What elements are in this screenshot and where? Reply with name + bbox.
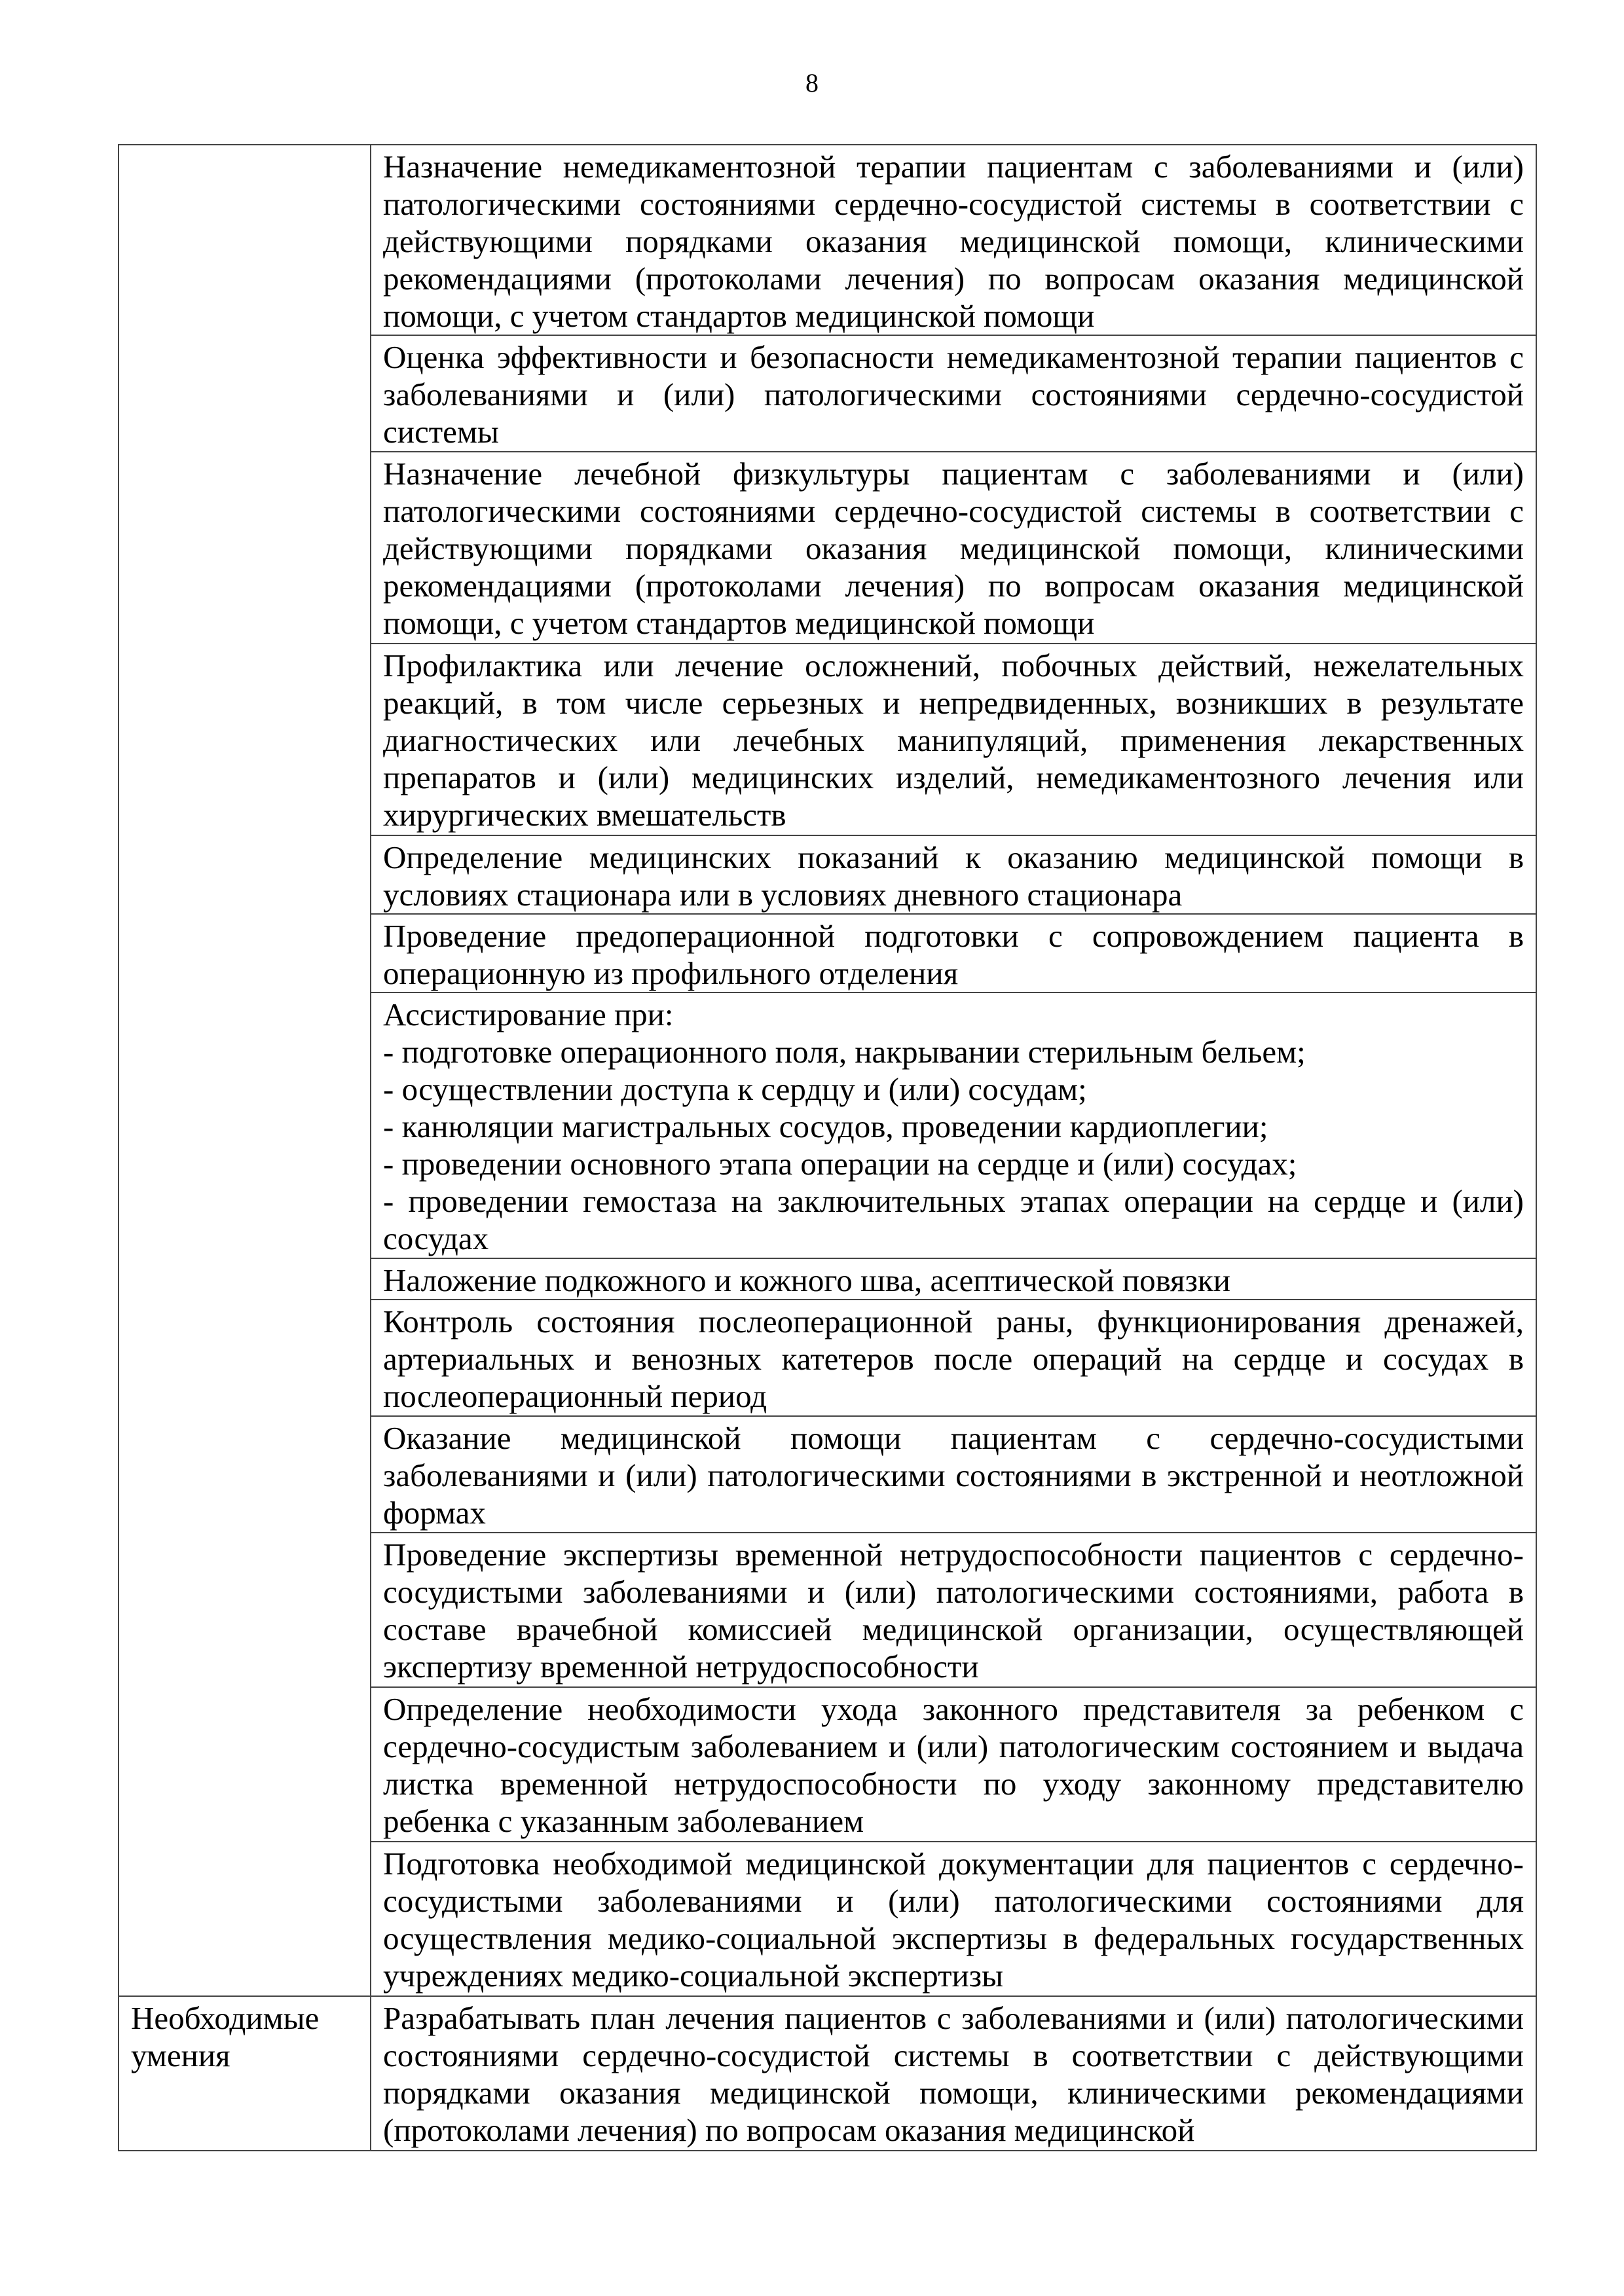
assist-item: - проведении основного этапа операции на сердце и (или) сосудах; (383, 1146, 1297, 1182)
table-row (119, 145, 1536, 335)
table-cell: Назначение лечебной физкультуры пациентам с заболеваниями и (или) патологическими состояниями сердечно-сосудистой системы в соответствии с действующими порядками оказания медицинской помощи, клиническими рекомендациями (протоколами лечения) по вопросам оказания медицинской помощи, с учетом стандартов медицинской помощи (371, 452, 1536, 644)
section-label-cell-empty (119, 145, 371, 1996)
table-cell: Контроль состояния послеоперационной раны, функционирования дренажей, артериальных и венозных катетеров после операций на сердце и сосудах в послеоперационный период (371, 1300, 1536, 1416)
table-row (119, 1996, 1536, 2151)
assist-heading: Ассистирование при: (383, 996, 674, 1032)
table-cell: Проведение экспертизы временной нетрудоспособности пациентов с сердечно-сосудистыми заболеваниями и (или) патологическими состояниями, работа в составе врачебной комиссией медицинской организации, осуществляющей экспертизу временной нетрудоспособности (371, 1533, 1536, 1687)
table-cell: Проведение предоперационной подготовки с сопровождением пациента в операционную из профильного отделения (371, 914, 1536, 993)
table-cell: Оценка эффективности и безопасности немедикаментозной терапии пациентов с заболеваниями и (или) патологическими состояниями сердечно-сосудистой системы (371, 335, 1536, 452)
assist-item: - подготовке операционного поля, накрывании стерильным бельем; (383, 1034, 1306, 1070)
table-cell: Наложение подкожного и кожного шва, асептической повязки (371, 1258, 1536, 1300)
table-cell: Определение медицинских показаний к оказанию медицинской помощи в условиях стационара или в условиях дневного стационара (371, 835, 1536, 914)
table-cell: Оказание медицинской помощи пациентам с сердечно-сосудистыми заболеваниями и (или) патологическими состояниями в экстренной и неотложной формах (371, 1416, 1536, 1533)
table-cell: Подготовка необходимой медицинской документации для пациентов с сердечно-сосудистыми заболеваниями и (или) патологическими состояниями для осуществления медико-социальной экспертизы в федеральных государственных учреждениях медико-социальной экспертизы (371, 1842, 1536, 1996)
table-cell: Определение необходимости ухода законного представителя за ребенком с сердечно-сосудистым заболеванием и (или) патологическим состоянием и выдача листка временной нетрудоспособности по уходу законному представителю ребенка с указанным заболеванием (371, 1687, 1536, 1842)
table-cell: Назначение немедикаментозной терапии пациентам с заболеваниями и (или) патологическими состояниями сердечно-сосудистой системы в соответствии с действующими порядками оказания медицинской помощи, клиническими рекомендациями (протоколами лечения) по вопросам оказания медицинской помощи, с учетом стандартов медицинской помощи (371, 145, 1536, 335)
table-cell: Разрабатывать план лечения пациентов с заболеваниями и (или) патологическими состояниями сердечно-сосудистой системы в соответствии с действующими порядками оказания медицинской помощи, клиническими рекомендациями (протоколами лечения) по вопросам оказания медицинской (371, 1996, 1536, 2151)
table-cell: Профилактика или лечение осложнений, побочных действий, нежелательных реакций, в том числе серьезных и непредвиденных, возникших в результате диагностических или лечебных манипуляций, применения лекарственных препаратов и (или) медицинских изделий, немедикаментозного лечения или хирургических вмешательств (371, 644, 1536, 835)
section-label-cell: Необходимые умения (119, 1996, 371, 2151)
competency-table (118, 144, 1537, 2151)
assist-item: - осуществлении доступа к сердцу и (или) сосудам; (383, 1071, 1087, 1107)
assist-item: - проведении гемостаза на заключительных этапах операции на сердце и (или) сосудах (383, 1183, 1524, 1256)
assist-cell (371, 993, 1536, 1258)
assist-item: - канюляции магистральных сосудов, проведении кардиоплегии; (383, 1108, 1268, 1144)
page-number: 8 (805, 68, 819, 98)
